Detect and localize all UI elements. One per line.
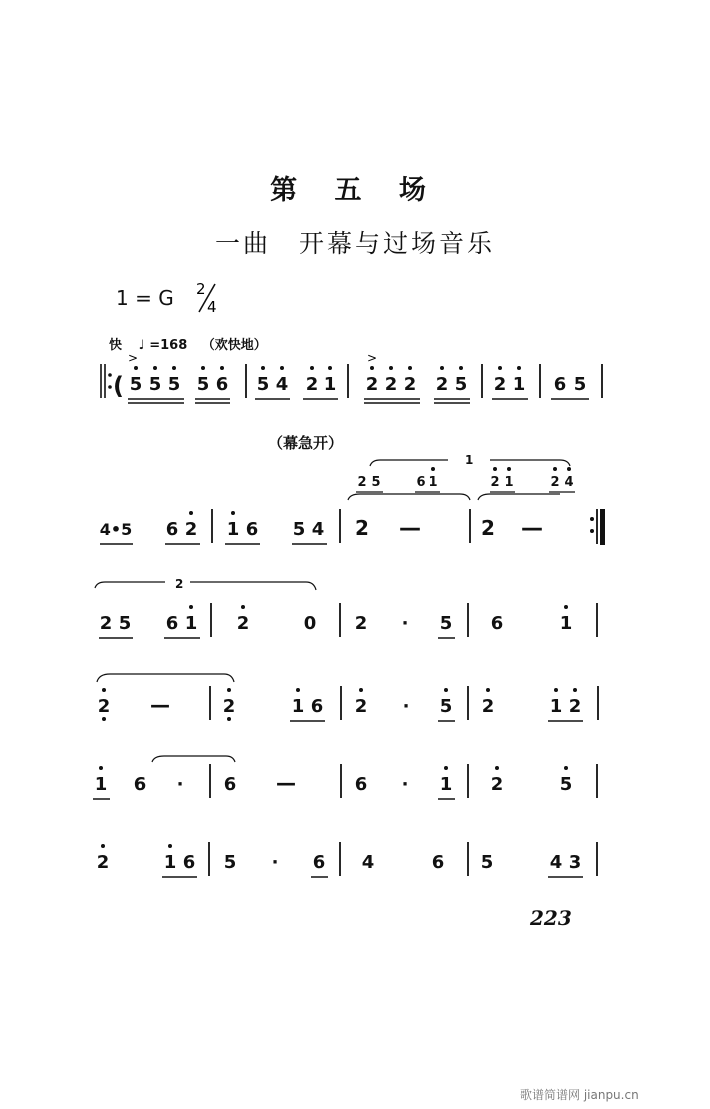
- row1-note-11: 2: [403, 374, 417, 395]
- octave-dot-high: [408, 366, 412, 370]
- row4-note-7: 5: [439, 696, 453, 717]
- octave-dot-high: [359, 688, 363, 692]
- scene-title: 第 五 场: [270, 175, 440, 206]
- volta-second-number: 2: [175, 577, 184, 591]
- row1-note-13: 5: [454, 374, 468, 395]
- octave-dot-high: [220, 366, 224, 370]
- row6-note-5: 6: [312, 852, 326, 873]
- tempo-word: 快: [109, 338, 123, 353]
- row6-note-2: 6: [182, 852, 196, 873]
- row5-note-6: ·: [401, 774, 409, 795]
- row5-note-5: 6: [354, 774, 368, 795]
- octave-dot-high: [564, 605, 568, 609]
- row3-note-7: ·: [401, 613, 409, 634]
- repeat-dot: [108, 373, 112, 377]
- row1-note-4: 6: [215, 374, 229, 395]
- row5-note-1: 6: [133, 774, 147, 795]
- row3-note-5: 0: [303, 613, 317, 634]
- quarter-note-icon: ♩: [138, 338, 145, 353]
- row4-note-5: 2: [354, 696, 368, 717]
- piece-title: 一曲 开幕与过场音乐: [214, 229, 495, 258]
- repeat-dot: [590, 529, 594, 533]
- octave-dot-high: [189, 605, 193, 609]
- row4-note-8: 2: [481, 696, 495, 717]
- row1-note-7: 2: [305, 374, 319, 395]
- repeat-dot: [108, 385, 112, 389]
- octave-dot-high: [498, 366, 502, 370]
- tie-arc: [152, 756, 235, 762]
- stage-cue: （幕急开）: [268, 434, 344, 452]
- row5-note-3: 6: [223, 774, 237, 795]
- octave-dot-high: [231, 511, 235, 515]
- octave-dot-high: [102, 688, 106, 692]
- row3-note-0: 2: [99, 613, 113, 634]
- row2-note-7: 2: [355, 516, 369, 540]
- octave-dot-high: [444, 766, 448, 770]
- octave-dot-high: [370, 366, 374, 370]
- row1-note-0: 5: [129, 374, 143, 395]
- row1-note-1: 5: [148, 374, 162, 395]
- repeat-end-bar: [600, 509, 605, 545]
- row6-note-0: 2: [96, 852, 110, 873]
- row6-note-1: 1: [163, 852, 177, 873]
- octave-dot-high: [101, 844, 105, 848]
- octave-dot-high: [431, 467, 435, 471]
- octave-dot-high: [567, 467, 571, 471]
- row1-note-17: 5: [573, 374, 587, 395]
- volta-bracket: [95, 582, 165, 588]
- octave-dot-high: [99, 766, 103, 770]
- accent-mark: >: [128, 351, 139, 365]
- octave-dot-high: [389, 366, 393, 370]
- row5-note-4: —: [276, 771, 296, 795]
- row1-note-6: 4: [275, 374, 289, 395]
- time-numerator: 2: [196, 280, 206, 298]
- octave-dot-high: [328, 366, 332, 370]
- row6-note-9: 4: [549, 852, 563, 873]
- row1-note-2: 5: [167, 374, 181, 395]
- row1-note-15: 1: [512, 374, 526, 395]
- row1-note-10: 2: [384, 374, 398, 395]
- octave-dot-high: [495, 766, 499, 770]
- octave-dot-high: [241, 605, 245, 609]
- octave-dot-high: [168, 844, 172, 848]
- row4-note-4: 6: [310, 696, 324, 717]
- ending-note-2: 6: [416, 475, 426, 490]
- octave-dot-high: [564, 766, 568, 770]
- slur-arc: [478, 494, 560, 500]
- row2-note-3: 1: [226, 519, 240, 540]
- row1-note-14: 2: [493, 374, 507, 395]
- site-watermark: 歌谱简谱网 jianpu.cn: [520, 1088, 639, 1102]
- row3-note-9: 6: [490, 613, 504, 634]
- row5-note-7: 1: [439, 774, 453, 795]
- octave-dot-high: [440, 366, 444, 370]
- row1-note-3: 5: [196, 374, 210, 395]
- octave-dot-high: [172, 366, 176, 370]
- tie-arc: [97, 674, 234, 682]
- octave-dot-high: [189, 511, 193, 515]
- row1-note-12: 2: [435, 374, 449, 395]
- octave-dot-high: [310, 366, 314, 370]
- slur-arc: [348, 494, 470, 500]
- volta-first-number: 1: [465, 453, 474, 467]
- tempo-bpm: =168: [149, 338, 188, 353]
- octave-dot-low: [227, 717, 231, 721]
- octave-dot-high: [573, 688, 577, 692]
- row4-note-3: 1: [291, 696, 305, 717]
- octave-dot-high: [493, 467, 497, 471]
- octave-dot-high: [261, 366, 265, 370]
- octave-dot-high: [486, 688, 490, 692]
- row5-note-8: 2: [490, 774, 504, 795]
- octave-dot-high: [134, 366, 138, 370]
- ending-note-5: 1: [504, 475, 514, 490]
- tie-arc: [370, 460, 448, 466]
- row4-note-9: 1: [549, 696, 563, 717]
- tie-arc: [490, 460, 570, 466]
- row6-note-4: ·: [271, 852, 279, 873]
- row4-note-10: 2: [568, 696, 582, 717]
- row3-note-10: 1: [559, 613, 573, 634]
- page-number: 223: [530, 906, 572, 930]
- row2-note-2: 2: [184, 519, 198, 540]
- row5-note-9: 5: [559, 774, 573, 795]
- row1-note-16: 6: [553, 374, 567, 395]
- row6-note-8: 5: [480, 852, 494, 873]
- row3-note-8: 5: [439, 613, 453, 634]
- row4-note-1: —: [150, 693, 170, 717]
- ending-note-4: 2: [490, 475, 500, 490]
- row4-note-6: ·: [402, 696, 410, 717]
- octave-dot-high: [444, 688, 448, 692]
- octave-dot-high: [296, 688, 300, 692]
- row2-note-9: 2: [481, 516, 495, 540]
- row1-note-9: 2: [365, 374, 379, 395]
- octave-dot-low: [102, 717, 106, 721]
- row2-note-0: 4•5: [99, 520, 133, 539]
- row2-note-1: 6: [165, 519, 179, 540]
- row2-note-5: 5: [292, 519, 306, 540]
- row2-note-8: —: [399, 516, 421, 541]
- row3-note-4: 2: [236, 613, 250, 634]
- octave-dot-high: [201, 366, 205, 370]
- octave-dot-high: [280, 366, 284, 370]
- octave-dot-high: [507, 467, 511, 471]
- row1-note-8: 1: [323, 374, 337, 395]
- octave-dot-high: [459, 366, 463, 370]
- row6-note-10: 3: [568, 852, 582, 873]
- row6-note-6: 4: [361, 852, 375, 873]
- octave-dot-high: [554, 688, 558, 692]
- row2-note-6: 4: [311, 519, 325, 540]
- ending-note-6: 2: [550, 475, 560, 490]
- repeat-dot: [590, 517, 594, 521]
- tempo-expression: （欢快地）: [201, 338, 267, 353]
- row3-note-6: 2: [354, 613, 368, 634]
- octave-dot-high: [153, 366, 157, 370]
- ending-note-7: 4: [564, 475, 574, 490]
- row2-note-10: —: [521, 516, 543, 541]
- accent-mark: >: [367, 351, 378, 365]
- octave-dot-high: [553, 467, 557, 471]
- row2-note-4: 6: [245, 519, 259, 540]
- ending-note-0: 2: [357, 475, 367, 490]
- key-signature: 1 = G: [116, 286, 174, 310]
- octave-dot-high: [517, 366, 521, 370]
- ending-note-1: 5: [371, 475, 381, 490]
- row5-note-2: ·: [176, 774, 184, 795]
- row3-note-2: 6: [165, 613, 179, 634]
- row4-note-0: 2: [97, 696, 111, 717]
- open-paren: (: [113, 372, 124, 400]
- ending-note-3: 1: [428, 475, 438, 490]
- octave-dot-high: [227, 688, 231, 692]
- row1-note-5: 5: [256, 374, 270, 395]
- row6-note-3: 5: [223, 852, 237, 873]
- row6-note-7: 6: [431, 852, 445, 873]
- row5-note-0: 1: [94, 774, 108, 795]
- time-denominator: 4: [207, 298, 217, 316]
- volta-bracket: [190, 582, 316, 590]
- row4-note-2: 2: [222, 696, 236, 717]
- row3-note-1: 5: [118, 613, 132, 634]
- row3-note-3: 1: [184, 613, 198, 634]
